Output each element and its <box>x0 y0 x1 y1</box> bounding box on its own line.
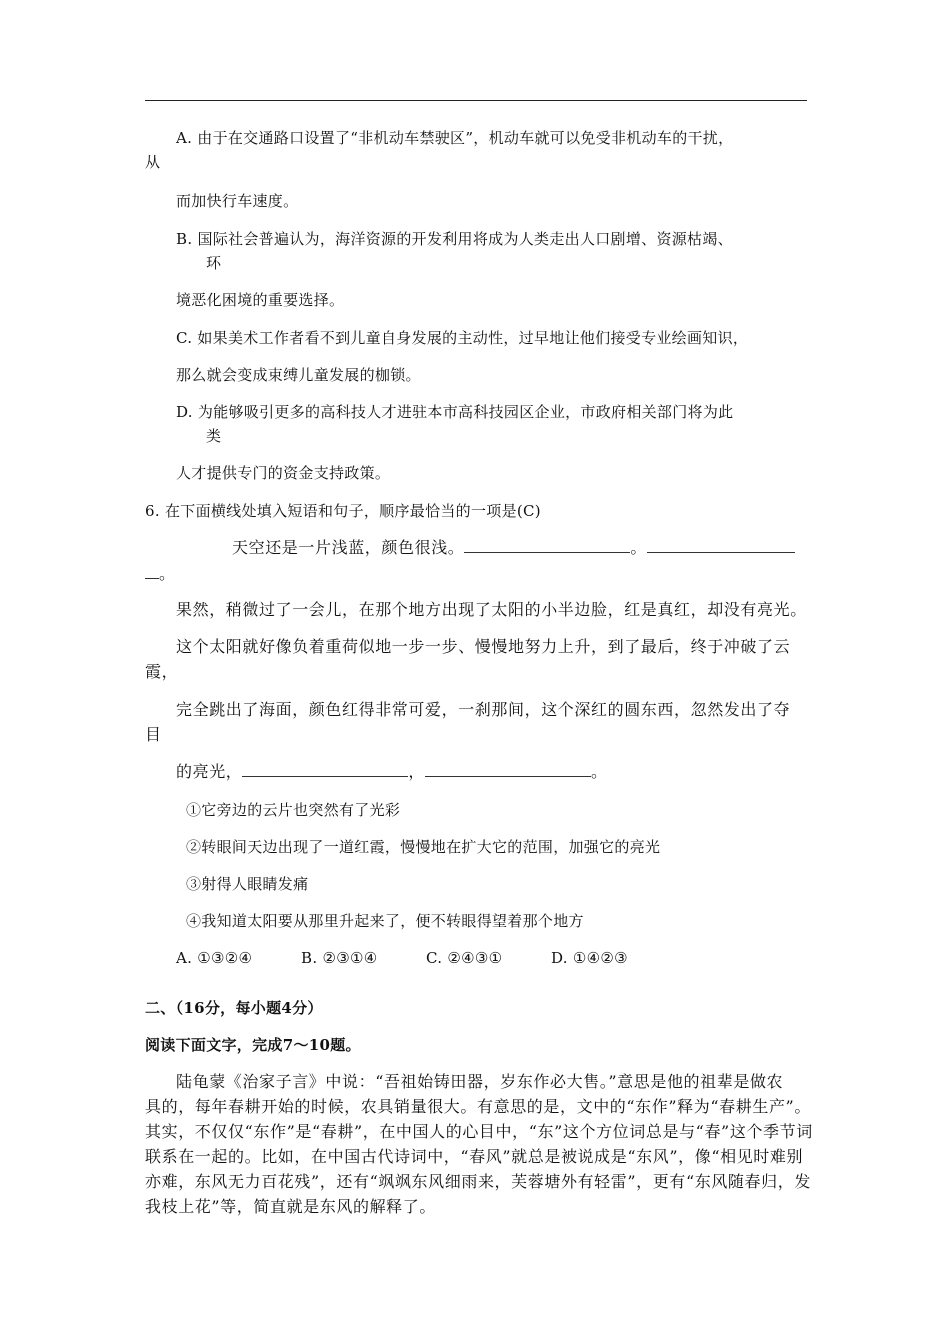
q6-p5-end: 。 <box>591 762 608 781</box>
section-2-instruction: 阅读下面文字，完成7～10题。 <box>145 1036 361 1054</box>
passage-line-4: 联系在一起的。比如，在中国古代诗词中，“春风”就总是被说成是“东风”，像“相见时难别 <box>145 1147 804 1166</box>
q6-item-4: ④我知道太阳要从那里升起来了，便不转眼得望着那个地方 <box>186 912 584 930</box>
passage-line-3: 其实，不仅仅“东作”是“春耕”，在中国人的心目中，“东”这个方位词总是与“春”这个季节词 <box>145 1122 813 1141</box>
q6-paragraph-4: 完全跳出了海面，颜色红得非常可爱，一刹那间，这个深红的圆东西，忽然发出了夺 <box>176 700 791 719</box>
option-b-line-1-wrap: 环 <box>206 254 222 272</box>
q6-item-1: ①它旁边的云片也突然有了光彩 <box>186 801 401 819</box>
q6-paragraph-3-wrap: 霞， <box>145 662 179 681</box>
option-a-line-1-wrap: 从 <box>145 153 161 171</box>
section-2-heading: 二、（16分，每小题4分） <box>145 999 323 1017</box>
choice-c: C. ②④③① <box>426 949 503 967</box>
option-a-line-2: 而加快行车速度。 <box>176 192 299 210</box>
answer-blank-3 <box>242 762 408 777</box>
question-6-stem: 6. 在下面横线处填入短语和句子，顺序最恰当的一项是(C) <box>145 502 541 520</box>
option-a-line-1: A. 由于在交通路口设置了“非机动车禁驶区”，机动车就可以免受非机动车的干扰， <box>176 129 734 147</box>
q6-paragraph-2: 果然，稍微过了一会儿，在那个地方出现了太阳的小半边脸，红是真红，却没有亮光。 <box>176 600 807 619</box>
answer-blank-2-cont <box>145 564 159 579</box>
q6-p1-end: 。 <box>159 564 176 583</box>
q6-item-3: ③射得人眼睛发痛 <box>186 875 309 893</box>
option-c-line-2: 那么就会变成束缚儿童发展的枷锁。 <box>176 366 421 384</box>
choice-b: B. ②③①④ <box>301 949 378 967</box>
q6-choices <box>176 948 628 968</box>
q6-paragraph-1-wrap <box>145 564 176 584</box>
passage-line-1: 陆龟蒙《治家子言》中说：“吾祖始铸田器，岁东作必大售。”意思是他的祖辈是做农 <box>176 1072 784 1091</box>
option-d-line-2: 人才提供专门的资金支持政策。 <box>176 464 391 482</box>
answer-blank-2 <box>647 538 795 553</box>
q6-p1-sep: 。 <box>630 538 648 557</box>
q6-paragraph-4-wrap: 目 <box>145 725 162 744</box>
passage-line-6: 我枝上花”等，简直就是东风的解释了。 <box>145 1197 436 1216</box>
choice-d: D. ①④②③ <box>551 949 628 967</box>
option-d-line-1: D. 为能够吸引更多的高科技人才进驻本市高科技园区企业，市政府相关部门将为此 <box>176 403 734 421</box>
q6-p5-sep: ， <box>408 762 426 781</box>
option-b-line-2: 境恶化困境的重要选择。 <box>176 291 345 309</box>
option-b-line-1: B. 国际社会普遍认为，海洋资源的开发利用将成为人类走出人口剧增、资源枯竭、 <box>176 230 733 248</box>
q6-p5-text: 的亮光， <box>176 762 243 781</box>
option-c-line-1: C. 如果美术工作者看不到儿童自身发展的主动性，过早地让他们接受专业绘画知识， <box>176 329 749 347</box>
q6-paragraph-3: 这个太阳就好像负着重荷似地一步一步、慢慢地努力上升，到了最后，终于冲破了云 <box>176 637 791 656</box>
answer-blank-1 <box>464 538 630 553</box>
option-d-line-1-wrap: 类 <box>206 427 222 445</box>
header-rule <box>145 100 807 101</box>
q6-item-2: ②转眼间天边出现了一道红霞，慢慢地在扩大它的范围，加强它的亮光 <box>186 838 661 856</box>
q6-paragraph-1 <box>232 538 795 558</box>
q6-p1-text: 天空还是一片浅蓝，颜色很浅。 <box>232 538 465 557</box>
passage-line-5: 亦难，东风无力百花残”，还有“飒飒东风细雨来，芙蓉塘外有轻雷”，更有“东风随春归，发 <box>145 1172 811 1191</box>
answer-blank-4 <box>425 762 591 777</box>
passage-line-2: 具的，每年春耕开始的时候，农具销量很大。有意思的是，文中的“东作”释为“春耕生产”。 <box>145 1097 811 1116</box>
q6-paragraph-5 <box>176 762 608 782</box>
choice-a: A. ①③②④ <box>176 949 253 967</box>
